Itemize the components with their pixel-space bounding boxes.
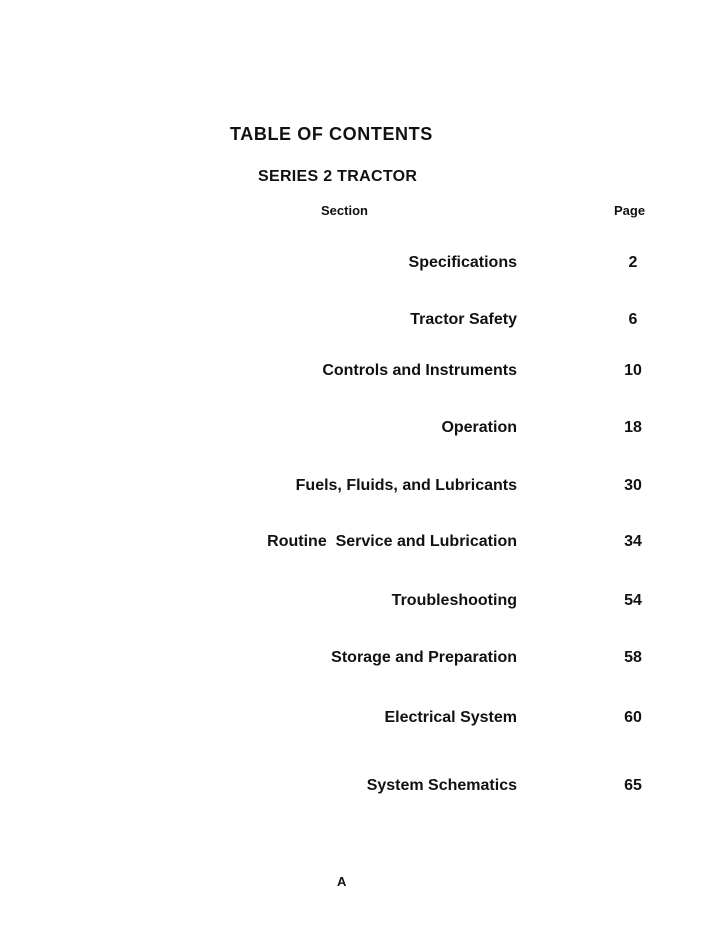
page-column-header: Page xyxy=(614,203,646,218)
toc-entry-label: Routine Service and Lubrication xyxy=(267,533,517,550)
toc-entry-label: Tractor Safety xyxy=(410,311,517,328)
toc-entry-page: 6 xyxy=(628,311,638,328)
page-footer-letter: A xyxy=(337,874,347,889)
toc-entry-label: Controls and Instruments xyxy=(322,362,517,379)
toc-entry-label: Operation xyxy=(441,419,517,436)
toc-entry-page: 58 xyxy=(624,649,642,666)
toc-entry-electrical-system xyxy=(0,709,705,731)
toc-entry-label: System Schematics xyxy=(366,777,517,794)
toc-entry-page: 30 xyxy=(624,477,642,494)
section-column-header: Section xyxy=(321,203,368,218)
toc-entry-controls-and-instruments xyxy=(0,362,705,384)
toc-entry-troubleshooting xyxy=(0,592,705,614)
document-subtitle: SERIES 2 TRACTOR xyxy=(258,168,418,185)
toc-entry-page: 65 xyxy=(624,777,642,794)
toc-entry-label: Troubleshooting xyxy=(391,592,517,609)
toc-entry-storage-preparation xyxy=(0,649,705,671)
toc-entry-system-schematics xyxy=(0,777,705,799)
toc-entry-page: 2 xyxy=(628,254,638,271)
toc-entry-label: Electrical System xyxy=(384,709,517,726)
toc-entry-label: Fuels, Fluids, and Lubricants xyxy=(295,477,517,494)
toc-entry-label: Storage and Preparation xyxy=(331,649,517,666)
toc-entry-page: 18 xyxy=(624,419,642,436)
toc-entry-page: 10 xyxy=(624,362,642,379)
toc-entry-fuels-fluids-lubricants xyxy=(0,477,705,499)
page-title: TABLE OF CONTENTS xyxy=(230,124,433,144)
toc-entry-tractor-safety xyxy=(0,311,705,333)
toc-entry-label: Specifications xyxy=(408,254,517,271)
toc-entry-page: 54 xyxy=(624,592,642,609)
toc-entry-operation xyxy=(0,419,705,441)
toc-entry-page: 34 xyxy=(624,533,642,550)
toc-entry-specifications xyxy=(0,254,705,276)
toc-entry-page: 60 xyxy=(624,709,642,726)
toc-entry-routine-service xyxy=(0,533,705,555)
